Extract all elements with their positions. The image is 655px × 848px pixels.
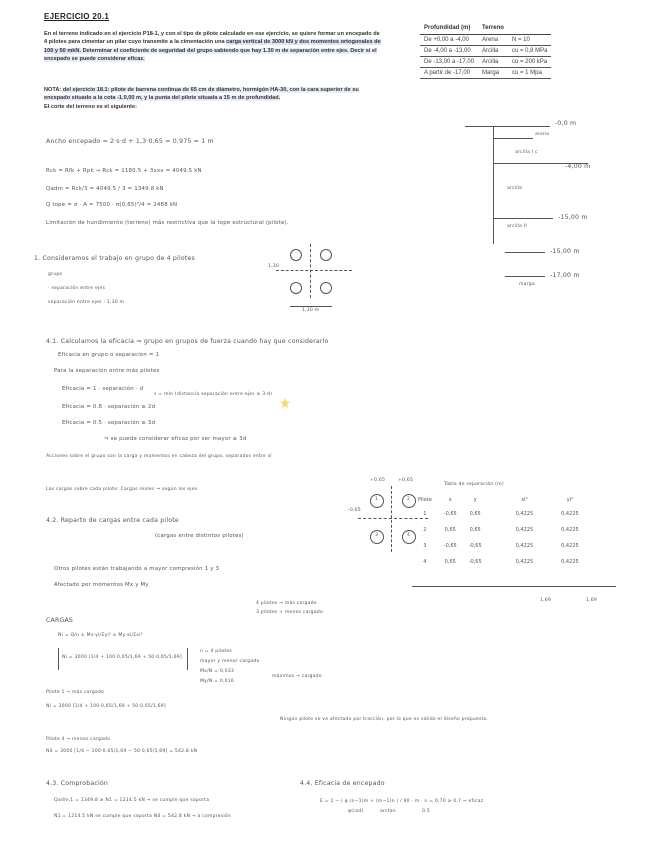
section-41-line: Eficacia = 1 · separación · d [62,386,144,392]
soil-cell: Arena [478,34,508,45]
grid-left-label: -0,65 [348,508,361,513]
section-41-line: Eficacia = 0.5 · separación ≥ 3d [62,420,156,426]
profile-level-line [505,276,545,277]
section-44-sub: φ(rad) [348,809,364,814]
pile-circle [320,282,332,294]
section-42-sub: (cargas entre distintos pilotes) [155,533,244,539]
profile-pile-shaft [493,126,494,244]
calc-line: Ancho encepado = 2·s·d + 1,3·0,65 = 0,975 ≈ 1 m [46,138,214,145]
sep-cell: 0,4225 [561,511,579,517]
sketch-dim-line [290,306,332,307]
profile-level-line [505,252,545,253]
statement-part-1: En el terreno indicado en el ejercicio P18-1, y con el tipo de pilote calculado en ese ejercicio, se quiere formar un encepado de 4 pilotes para cimentar un pilar cuyo transmite a la cimentación una [44,31,380,46]
sep-row [412,538,585,554]
sep-cell: 0,65 [444,527,456,533]
soil-header-param [508,23,552,34]
profile-level-label: -4,00 m [565,163,591,170]
section-42-title: 4.2. Reparto de cargas entre cada pilote [46,517,179,524]
sep-cell: 2 [423,527,427,533]
grid-axis-y [391,486,392,552]
profile-level-label: -17,00 m [550,272,580,279]
section-44-sub: 0,5 [422,809,430,814]
cargas-title: CARGAS [46,617,74,624]
section-42-line: Otros pilotes están trabajando a mayor compresión 1 y 3 [54,566,220,572]
profile-level-label: -15,00 m [550,248,580,255]
sep-row [412,522,585,538]
profile-cap-line [493,138,533,139]
statement-part-3: Determinar el coeficiente de seguridad del grupo sabiendo que hay 1.30 m de separación entre ejes. Decir si el encepado se puede considerar eficaz. [44,47,377,63]
sketch-width-label: 1,30 m [302,308,320,313]
cargas-formula: Ni = Q/n ± Mx·yi/Σyi² ± My·xi/Σxi² [58,633,143,638]
equation-side: n = 4 pilotes [200,649,232,654]
sep-table-title: Tabla de separación (m) [444,482,504,487]
soil-header-depth: Profundidad (m) [420,23,478,34]
soil-table-header [420,23,551,34]
profile-layer-label: arena [535,132,550,137]
sep-cell: 0,4225 [515,559,534,565]
pile-number: 2 [407,497,411,502]
section-1-sub: grupo [48,272,63,277]
sep-cell: 0,4225 [515,527,534,533]
calc-line: Q tope = σ · A = 7500 · π(0,65)²/4 = 2488 kN [46,202,178,208]
section-41-line: Las cargas sobre cada pilote: Cargas reales ⇒ según los ejes [46,487,198,492]
sep-table-rule [412,586,616,587]
exercise-title: EJERCICIO 20.1 [44,12,110,21]
calc-line: Rck = Rfk + Rpk → Rck = 1180.5 + 3xxx = 4049.5 kN [46,168,202,174]
pile-1-equation: Ni = 3000 [1/4 + 100·0,65/1,69 + 50·0,65/1,69] [46,704,166,709]
sep-cell: 0,4225 [561,543,579,549]
sketch-axis-y [310,244,311,298]
statement-highlight: carga vertical de 3000 kN y dos momentos ortogonales de 100 y 50 mkN. [44,39,381,54]
sep-table-sum: 1,69 [586,598,598,603]
sep-cell: -0,65 [468,559,482,565]
sep-cell: -0,65 [468,543,482,549]
sticker-star [280,398,290,408]
soil-row [420,45,551,56]
soil-cell: cu = 1 Mpa [508,67,552,78]
soil-cell: A partir de -17,00 [420,67,478,78]
sep-cell: 0,65 [444,559,456,565]
section-44-title: 4.4. Eficacia de encepado [300,780,385,787]
soil-cell: Marga [478,67,508,78]
section-43-line: Qadm,1 = 1349.8 ≥ N1 = 1214.5 kN → se cumple que soporta [54,798,210,803]
soil-cell: De -4,00 a -13,00 [420,45,478,56]
sep-row [412,506,585,522]
sep-cell: 0,4225 [515,543,534,549]
grid-top-label: +0,65 [398,478,414,483]
sep-cell: -0,65 [443,511,457,517]
sep-cell: 4 [423,559,427,565]
sep-cell: 0,4225 [515,511,534,517]
equation-side: mayor y menor cargado [200,659,260,664]
section-1-title: 1. Consideramos el trabajo en grupo de 4 pilotes [34,255,195,262]
section-1-sub: separación entre ejes : 1,30 m [48,300,125,305]
sep-header: xi² [521,497,528,503]
grid-top-label: +0,65 [370,478,386,483]
soil-cell: De +0,00 a -4,00 [420,34,478,45]
section-1-sub: · separación entre ejes [48,286,106,291]
profile-level-line [493,218,553,219]
soil-cell: De -13,00 a -17,00 [420,56,478,67]
sketch-dimension: 1,30 [268,264,280,269]
soil-row [420,56,551,67]
sep-table-sum: 1,69 [540,598,552,603]
profile-level-label: -15,00 m [558,214,588,221]
pile-circle [320,249,332,261]
sep-header: x [448,497,452,503]
soil-cell: cu = 0,8 MPa [508,45,552,56]
sep-row [412,554,585,570]
pile-4-label: Pilote 4 → menos cargado [46,737,111,742]
soil-cell: Arcilla [478,56,508,67]
sep-cell: -0,65 [443,543,457,549]
sep-cell: 3 [423,543,427,549]
equation-side: Mx/N = 0,033 [200,669,234,674]
problem-statement [44,30,382,64]
calc-line: Qadm = Rck/3 = 4049.5 / 3 = 1349.8 kN [46,186,164,192]
pile-circle [290,282,302,294]
calc-line: Limitación de hundimiento (terreno) más restrictiva que la tope estructural (pilote). [46,220,289,226]
pile-number: 3 [375,533,379,538]
separation-table [412,494,585,570]
sep-cell: 0,65 [469,511,481,517]
load-summary: 4 pilotes → más cargado [256,601,317,606]
profile-layer-label: arcilla I c [515,150,538,155]
profile-layer-label: arcilla II [507,224,527,229]
sep-cell: 0,4225 [561,559,579,565]
section-41-line: ⇒ se puede considerar eficaz por ser mayor ≥ 3d [104,436,247,442]
validity-note: Ningún pilote se ve afectado por tracción, por lo que es válido el diseño propuesto. [280,717,489,722]
note-text: del ejercicio 18.1: pilote de barrena continua de 65 cm de diámetro, hormigón HA-30, con la cara superior de su encepado situado a la cota -1.0,00 m, y la punta del pilote situada a 15 m de profundidad. [44,87,359,102]
soil-cell: Arcilla [478,45,508,56]
pile-4-equation: N4 = 3000 [1/4 − 100·0,65/1,69 − 50·0,65/1,69] = 542.8 kN [46,749,198,754]
soil-table [420,23,551,79]
soil-row [420,67,551,78]
sep-header: y [473,497,477,503]
pile-group-sketch [268,244,368,314]
section-41-aside: s = mín (distancia separación entre ejes ≥ 3·d) [154,392,273,397]
profile-level-label: -0,0 m [555,120,577,127]
profile-ground-line [465,126,550,127]
pile-circle [290,249,302,261]
equation-main: Ni = 3000 [1/4 + 100·0,65/1,69 + 50·0,65/1,69] [62,655,182,660]
equation-side: máximos → cargado [272,674,322,679]
note-label: NOTA: [44,87,62,93]
profile-layer-label: marga [519,282,535,287]
note-tail: El corte del terreno es el siguiente: [44,103,137,110]
sep-cell: 0,4225 [561,527,579,533]
pile-1-label: Pilote 1 → más cargado [46,690,104,695]
sep-cell: 1 [423,511,427,517]
soil-profile [455,118,615,308]
soil-cell: cu = 200 kPa [508,56,552,67]
sticker-icon [280,398,290,408]
section-41-line: Eficacia en grupo o separación = 1 [58,352,160,358]
soil-row [420,34,551,45]
section-41-line: Eficacia = 0.8 · separación ≥ 2d [62,404,156,410]
section-44-line: E = 1 − ( φ (n−1)m + (m−1)n ) / 90 · m · n = 0,70 ≥ 0,7 → eficaz [320,799,484,804]
section-43-line: N1 = 1214.5 kN se cumple que soporta N4 = 542.8 kN → a compresión [54,814,231,819]
sep-header: yi² [566,497,574,503]
pile-number: 1 [375,497,379,502]
soil-header-terrain: Terreno [478,23,508,34]
section-41-title: 4.1. Calculamos la eficacia ⇒ grupo en grupos de fuerza cuando hay que considerarlo [46,338,329,345]
section-41-line: Para la separación entre más pilotes [54,368,160,374]
section-41-line: Acciones sobre el grupo son la carga y momentos en cabeza del grupo, separados entre sí [46,454,272,459]
soil-cell: N = 10 [508,34,552,45]
equation-side: My/N = 0,016 [200,679,234,684]
profile-layer-label: arcilla [507,186,523,191]
sketch-axis-x [276,270,352,271]
sep-cell: 0,65 [469,527,481,533]
load-summary: 3 pilotes + menos cargado [256,610,323,615]
pile-number: 4 [407,533,411,538]
sep-header: Pilote [418,497,432,503]
problem-note [44,86,382,111]
section-44-sub: arctan [380,809,396,814]
section-43-title: 4.3. Comprobación [46,780,108,787]
sep-table-header [412,494,585,506]
section-42-line: Afectado por momentos Mx y My [54,582,149,588]
